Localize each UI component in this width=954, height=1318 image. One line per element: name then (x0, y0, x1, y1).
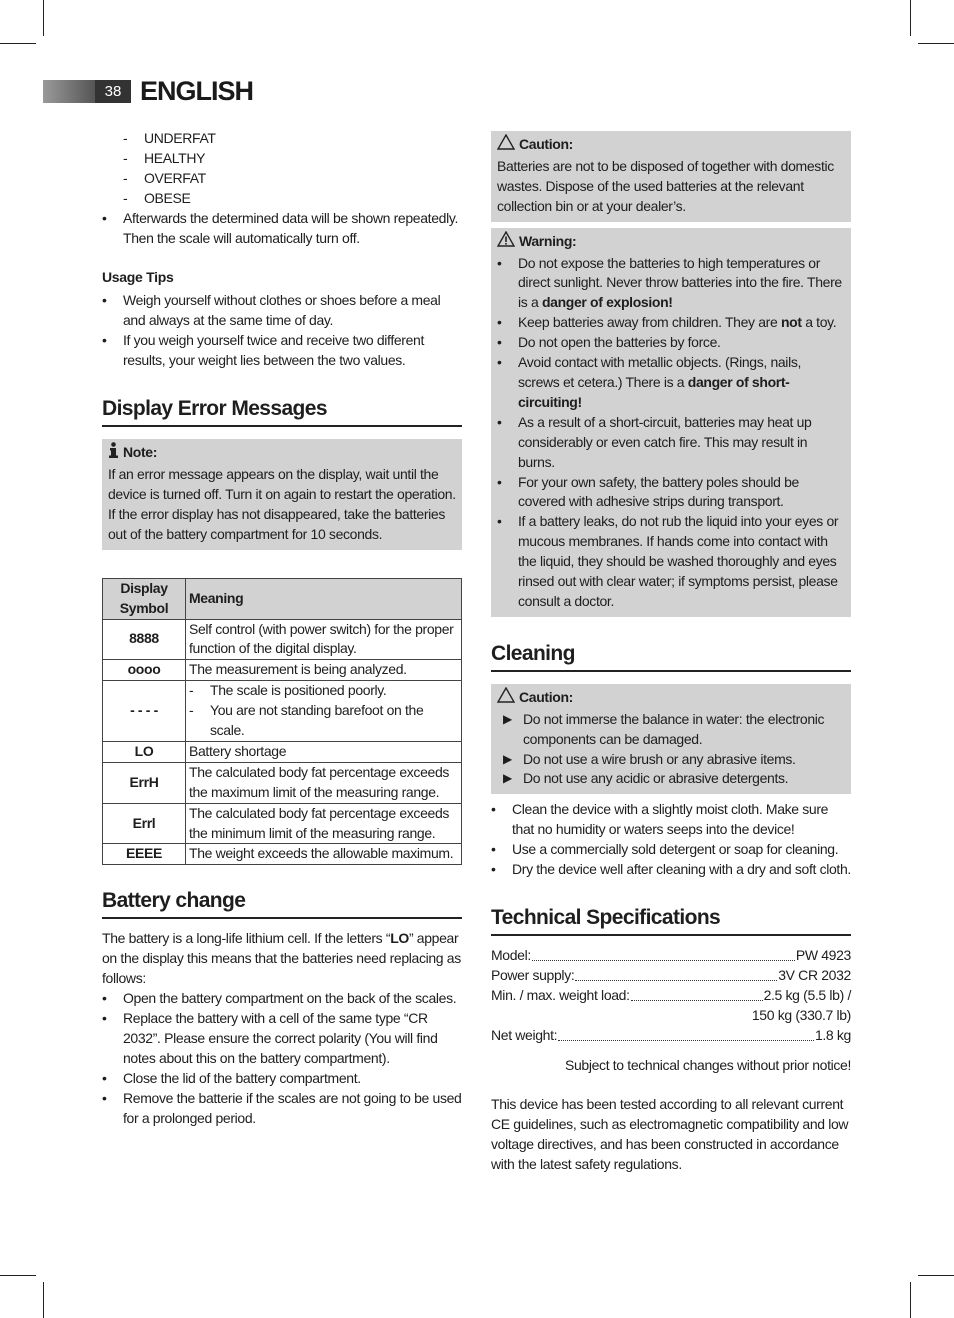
spec-table (491, 946, 851, 1046)
battery-intro-bold: LO (390, 930, 409, 947)
list-item-text: Do not use a wire brush or any abrasive items. (523, 750, 796, 767)
list-item-text: As a result of a short-circuit, batteries may heat up considerably or even catch fire. This may result in burns. (518, 413, 812, 470)
table-row (103, 803, 462, 844)
crop-mark (918, 43, 954, 44)
cleaning-title: Cleaning (491, 641, 851, 672)
list-item-text: If you weigh yourself twice and receive two different results, your weight lies between the two values. (123, 332, 425, 369)
info-icon (108, 442, 119, 464)
list-item-text: Do not open the batteries by force. (518, 334, 721, 351)
bullet-marker: • (102, 292, 107, 309)
battery-step (102, 989, 462, 1009)
bullet-marker: • (497, 473, 502, 490)
battery-step (102, 1089, 462, 1129)
after-text: Afterwards the determined data will be shown repeatedly. Then the scale will automatically turn off. (123, 209, 459, 246)
symbol-meaning: The calculated body fat percentage exceeds the maximum limit of the measuring range. (186, 762, 462, 803)
display-symbol: 8888 (103, 619, 186, 660)
bullet-marker: - (123, 149, 128, 166)
display-symbol: LO (103, 741, 186, 762)
display-symbol: - - - - (103, 681, 186, 742)
battery-step (102, 1009, 462, 1069)
warning-header (497, 231, 845, 253)
list-item-text: Do not expose the batteries to high temperatures or direct sunlight. Never throw batteries into the fire. There is a (518, 254, 842, 311)
spec-row-power (491, 966, 851, 986)
symbol-meaning (186, 681, 462, 742)
ce-statement: This device has been tested according to all relevant current CE guidelines, such as electromagnetic compatibility and low voltage directives, and has been constructed in accordance with the latest safety regulations. (491, 1096, 849, 1173)
tech-specs-title: Technical Specifications (491, 905, 851, 936)
list-item-text: Do not use any acidic or abrasive detergents. (523, 770, 789, 787)
table-header-row (103, 578, 462, 619)
bullet-marker: • (491, 861, 496, 878)
list-item-text: Weigh yourself without clothes or shoes before a meal and always at the same time of day. (123, 292, 441, 329)
spec-label: Min. / max. weight load: (491, 986, 630, 1003)
warning-item (497, 353, 845, 413)
warning-label: Warning: (519, 232, 577, 249)
list-item-text: Keep batteries away from children. They are (518, 314, 781, 331)
list-item-text: Close the lid of the battery compartment. (123, 1069, 361, 1086)
bullet-marker: - (123, 169, 128, 186)
table-row (103, 844, 462, 865)
warning-item (497, 473, 845, 513)
bullet-marker: • (102, 990, 107, 1007)
bullet-marker: ▶ (503, 711, 512, 726)
list-item: • Afterwards the determined data will be shown repeatedly. Then the scale will automatically turn off. (102, 209, 459, 246)
meaning-item (189, 701, 458, 741)
table-row (103, 762, 462, 803)
table-row (103, 619, 462, 660)
cleaning-caution-header (497, 687, 845, 709)
bullet-marker: • (102, 1010, 107, 1026)
list-item-text: a toy. (801, 314, 837, 331)
symbol-meaning: The measurement is being analyzed. (186, 660, 462, 681)
battery-intro-text: The battery is a long-life lithium cell. If the letters “ (102, 930, 391, 947)
battery-intro (102, 929, 462, 989)
page-header (43, 78, 253, 104)
bullet-marker: • (102, 1069, 107, 1086)
list-item-text: Avoid contact with metallic objects. (Rings, nails, screws et cetera.) There is a (518, 354, 802, 390)
list-item-text: UNDERFAT (144, 130, 216, 146)
warning-list (497, 254, 845, 612)
warning-box (491, 228, 851, 617)
list-item-text: You are not standing barefoot on the scale. (210, 702, 424, 739)
caution-battery-box (491, 131, 851, 222)
cleaning-item (491, 840, 851, 860)
bullet-marker: • (497, 314, 502, 331)
battery-change-title: Battery change (102, 888, 462, 919)
list-item-text: For your own safety, the battery poles should be covered with adhesive strips during transport. (518, 473, 799, 510)
spec-label: Power supply: (491, 966, 575, 983)
bullet-marker: - (123, 189, 128, 206)
warning-item (497, 413, 845, 473)
warning-item (497, 333, 845, 353)
crop-mark (910, 0, 911, 36)
list-item-text: Dry the device well after cleaning with a dry and soft cloth. (512, 861, 851, 878)
warning-emphasis: not (780, 314, 802, 331)
usage-tips-list (102, 291, 462, 371)
bullet-marker: • (497, 513, 502, 530)
list-item-text: OVERFAT (144, 169, 206, 186)
bullet-marker: • (497, 413, 502, 430)
warning-item (497, 512, 845, 612)
display-symbol: oooo (103, 660, 186, 681)
caution-battery-text: Batteries are not to be disposed of together with domestic wastes. Dispose of the used batteries at the relevant collection bin or at your dealer’s. (497, 157, 834, 214)
cleaning-item (491, 800, 851, 840)
note-header (108, 442, 456, 464)
cleaning-caution-list (497, 710, 845, 790)
language-title: ENGLISH (140, 76, 254, 106)
spec-value-continued: 150 kg (330.7 lb) (751, 1006, 851, 1023)
spec-value: 1.8 kg (814, 1026, 851, 1043)
crop-mark (910, 1282, 911, 1318)
column-header-symbol: Display Symbol (103, 578, 186, 619)
list-item-text: Remove the batterie if the scales are not going to be used for a prolonged period. (123, 1089, 462, 1126)
battery-step (102, 1069, 462, 1089)
list-item-text: Replace the battery with a cell of the same type “CR 2032”. Please ensure the correct polarity (You will find notes about this on the battery compartment). (123, 1010, 438, 1066)
crop-mark (43, 1282, 44, 1318)
caution-item (497, 750, 845, 770)
caution-header (497, 134, 845, 156)
note-text: If an error message appears on the display, wait until the device is turned off. Turn it on again to restart the operation. If the error display has not disappeared, take the batteries out of the battery compartment for 10 seconds. (108, 465, 456, 542)
bullet-marker: • (491, 801, 496, 818)
bullet-marker: - (189, 702, 194, 719)
battery-steps-list (102, 989, 462, 1128)
header-bar (43, 80, 95, 103)
spec-value: 3V CR 2032 (778, 966, 851, 983)
warning-triangle-icon (497, 687, 515, 709)
display-symbol: ErrH (103, 762, 186, 803)
list-item-text: OBESE (144, 189, 191, 206)
bullet-marker: • (491, 841, 496, 858)
spec-value: 2.5 kg (5.5 lb) / (763, 986, 851, 1003)
bullet-marker: • (497, 334, 502, 351)
meaning-item (189, 681, 458, 701)
page-number: 38 (95, 80, 131, 103)
symbol-meaning: Self control (with power switch) for the proper function of the digital display. (186, 619, 462, 660)
bullet-marker: • (497, 354, 502, 371)
column-header-meaning: Meaning (186, 578, 462, 619)
symbol-meaning: The weight exceeds the allowable maximum. (186, 844, 462, 865)
list-item-text: If a battery leaks, do not rub the liquid into your eyes or mucous membranes. If hands come into contact with the liquid, they should be washed thoroughly and eyes rinsed out with clear water; if symptoms persist, please consult a doctor. (518, 513, 839, 609)
caution-item (497, 710, 845, 750)
cleaning-item (491, 860, 851, 880)
spec-row-weight (491, 986, 851, 1006)
table-row (103, 741, 462, 762)
left-column (102, 129, 462, 1128)
list-item-text: The scale is positioned poorly. (210, 682, 387, 699)
list-item-text: HEALTHY (144, 149, 206, 166)
tech-notice: Subject to technical changes without prior notice! (564, 1056, 851, 1073)
note-label: Note: (123, 443, 158, 460)
list-item-text: Use a commercially sold detergent or soap for cleaning. (512, 841, 839, 858)
bullet-marker: ▶ (503, 771, 512, 786)
crop-mark (0, 1275, 36, 1276)
class-item (102, 149, 462, 169)
bullet-marker: - (189, 682, 194, 699)
list-item-text: Open the battery compartment on the back of the scales. (123, 990, 457, 1007)
class-item (102, 189, 462, 209)
cleaning-list (491, 800, 851, 880)
spec-label: Net weight: (491, 1026, 558, 1043)
bullet-marker: • (102, 1089, 107, 1106)
list-item-text: Do not immerse the balance in water: the electronic components can be damaged. (523, 710, 825, 747)
tip-item (102, 291, 462, 331)
table-row (103, 660, 462, 681)
bullet-marker: • (497, 254, 502, 271)
symbol-meaning: The calculated body fat percentage exceeds the minimum limit of the measuring range. (186, 803, 462, 844)
caution-label: Caution: (519, 688, 573, 705)
spec-row-net-weight (491, 1026, 851, 1046)
note-box (102, 439, 462, 550)
right-column (491, 131, 851, 1175)
warning-emphasis: danger of explosion! (541, 294, 673, 311)
display-errors-title: Display Error Messages (102, 396, 462, 427)
tip-item (102, 331, 462, 371)
spec-value: PW 4923 (795, 947, 851, 963)
warning-triangle-icon (497, 134, 515, 156)
spec-row-model (491, 946, 851, 966)
crop-mark (0, 43, 36, 44)
class-item (102, 169, 462, 189)
spec-label: Model: (491, 947, 531, 963)
warning-exclamation-icon (497, 231, 515, 253)
list-item-text: Clean the device with a slightly moist cloth. Make sure that no humidity or waters seeps into the device! (512, 801, 829, 838)
after-text-list (102, 209, 462, 249)
body-fat-class-list (102, 129, 462, 209)
crop-mark (43, 0, 44, 36)
class-item (102, 129, 462, 149)
error-table (102, 578, 462, 866)
cleaning-caution-box (491, 684, 851, 795)
display-symbol: EEEE (103, 844, 186, 865)
display-symbol: Errl (103, 803, 186, 844)
battery-intro-text-end: ” appear on the display this means that the batteries need replacing as follows: (102, 930, 461, 987)
usage-tips-title: Usage Tips (102, 269, 174, 286)
symbol-meaning: Battery shortage (186, 741, 462, 762)
caution-item (497, 769, 845, 789)
bullet-marker: ▶ (503, 751, 512, 766)
bullet-marker: • (102, 332, 107, 349)
warning-item (497, 313, 845, 333)
crop-mark (918, 1275, 954, 1276)
caution-label: Caution: (519, 136, 573, 152)
warning-item (497, 254, 845, 314)
warning-emphasis: danger of short-circuiting! (518, 373, 790, 410)
bullet-marker: - (123, 130, 128, 146)
table-row (103, 681, 462, 742)
